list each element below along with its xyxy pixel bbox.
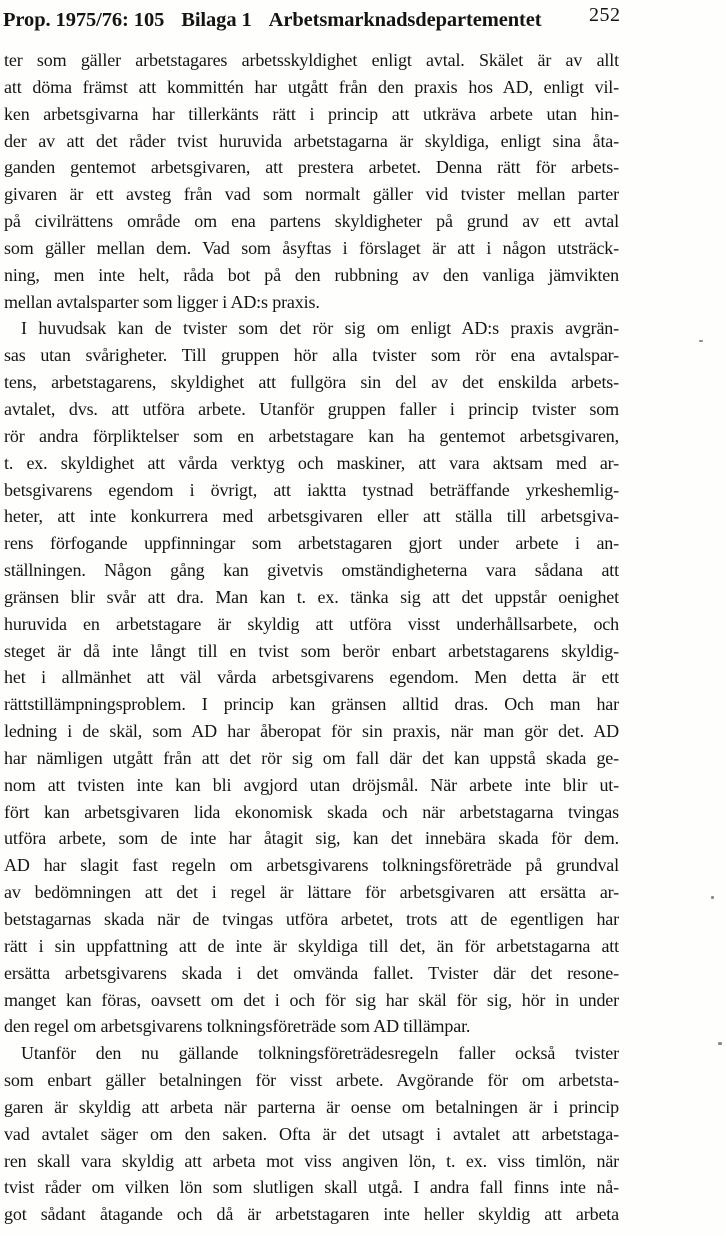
page-header (3, 9, 542, 32)
text-line: ter som gäller arbetstagares arbetsskyldighet enligt avtal. Skälet är av allt (4, 50, 619, 70)
text-line: av bedömningen att det i regel är lättare för arbetsgivaren att ersätta ar- (4, 882, 619, 903)
text-line: t. ex. skyldighet att vårda verktyg och maskiner, att vara aktsam med ar- (4, 452, 619, 473)
text-line: heter, att inte konkurrera med arbetsgivaren eller att ställa till arbetsgiva- (4, 506, 619, 527)
text-line: rätt i sin uppfattning att de inte är skyldiga till det, än för arbetstagarna att (4, 935, 619, 956)
text-line: ersätta arbetsgivarens skada i det omvända fallet. Tvister där det resone- (4, 962, 619, 983)
text-line: het i allmänhet att väl vårda arbetsgivarens egendom. Men detta är ett (4, 667, 619, 688)
text-line: ning, men inte helt, råda bot på den rubbning av den vanliga jämvikten (4, 264, 619, 285)
paragraph (4, 1043, 619, 1231)
text-line: huruvida en arbetstagare är skyldig att utföra visst underhållsarbete, och (4, 613, 619, 634)
document-body (4, 50, 619, 1231)
text-line: att döma främst att kommittén har utgått från den praxis hos AD, enligt vil- (4, 76, 619, 97)
text-line: garen är skyldig att arbeta när parterna är oense om betalningen är i princip (4, 1096, 619, 1117)
text-line: givaren är ett avsteg från vad som normalt gäller vid tvister mellan parter (4, 184, 619, 205)
text-line: ken arbetsgivarna har tillerkänts rätt i princip att utkräva arbete utan hin- (4, 103, 619, 124)
paragraph (4, 318, 619, 1043)
text-line: rättstillämpningsproblem. I princip kan gränsen alltid dras. Och man har (4, 694, 619, 715)
text-line: som gäller mellan dem. Vad som åsyftas i förslaget är att i någon utsträck- (4, 237, 619, 258)
text-line: nom att tvisten inte kan bli avgjord utan dröjsmål. När arbete inte blir ut- (4, 774, 619, 795)
scan-speck (699, 340, 703, 342)
text-line: utföra arbete, som de inte har åtagit sig, kan det innebära skada för dem. (4, 828, 619, 849)
text-line: der av att det råder tvist huruvida arbetstagarna är skyldiga, enligt sina åta- (4, 130, 619, 151)
text-line: ganden gentemot arbetsgivaren, att prestera arbetet. Denna rätt för arbets- (4, 157, 619, 178)
text-line: steget är då inte långt till en tvist som berör enbart arbetstagarens skyldig- (4, 640, 619, 661)
text-line: manget kan föras, oavsett om det i och för sig har skäl för sig, hör in under (4, 989, 619, 1010)
text-line: ställningen. Någon gång kan givetvis omständigheterna vara sådana att (4, 560, 619, 581)
text-line: I huvudsak kan de tvister som det rör sig om enligt AD:s praxis avgrän- (21, 318, 619, 339)
text-line: betstagarnas skada när de tvingas utföra arbetet, trots att de egentligen har (4, 909, 619, 929)
doc-attachment-label: Bilaga 1 (181, 9, 252, 31)
doc-department-label: Arbetsmarknadsdepartementet (268, 9, 542, 31)
text-line: ledning i de skäl, som AD har åberopat för sin praxis, när man gör det. AD (4, 721, 619, 742)
text-line: sas utan svårigheter. Till gruppen hör alla tvister som rör ena avtalspar- (4, 345, 619, 366)
text-line: betsgivarens egendom i övrigt, att iaktta tystnad beträffande yrkeshemlig- (4, 479, 619, 500)
text-line: rens förfogande uppfinningar som arbetstagaren gjort under arbete i an- (4, 533, 619, 554)
text-line: har nämligen utgått från att det rör sig om fall där det kan uppstå skada ge- (4, 747, 619, 768)
text-line: ren skall vara skyldig att arbeta mot viss angiven lön, t. ex. viss timlön, när (4, 1150, 619, 1171)
text-line: på civilrättens område om ena partens skyldigheter på grund av ett avtal (4, 211, 619, 232)
paragraph (4, 50, 619, 318)
scan-speck (711, 896, 714, 899)
text-line: Utanför den nu gällande tolkningsföreträdesregeln faller också tvister (21, 1043, 619, 1064)
text-line: avtalet, dvs. att utföra arbete. Utanför gruppen faller i princip tvister som (4, 398, 619, 419)
text-line: vad avtalet säger om den saken. Ofta är det utsagt i avtalet att arbetstaga- (4, 1123, 619, 1144)
text-line: AD har slagit fast regeln om arbetsgivarens tolkningsföreträde på grundval (4, 855, 619, 876)
text-line: gränsen blir svår att dra. Man kan t. ex. tänka sig att det uppstår oenighet (4, 586, 619, 607)
page-number: 252 (589, 4, 621, 26)
text-line: som enbart gäller betalningen för visst arbete. Avgörande för om arbetsta- (4, 1070, 619, 1091)
text-line: rör andra förpliktelser som en arbetstagare kan ha gentemot arbetsgivaren, (4, 425, 619, 446)
doc-id: Prop. 1975/76: 105 (3, 9, 165, 31)
text-line: tens, arbetstagarens, skyldighet att fullgöra sin del av det enskilda arbets- (4, 372, 619, 393)
text-line: got sådant åtagande och då är arbetstagaren inte heller skyldig att arbeta (4, 1204, 619, 1225)
scan-speck (718, 1042, 722, 1045)
text-line: tvist råder om vilken lön som slutligen skall utgå. I andra fall finns inte nå- (4, 1177, 619, 1198)
text-line: mellan avtalsparter som ligger i AD:s praxis. (4, 291, 320, 312)
text-line: den regel om arbetsgivarens tolkningsföreträde som AD tillämpar. (4, 1016, 471, 1037)
text-line: fört kan arbetsgivaren lida ekonomisk skada och när arbetstagarna tvingas (4, 801, 619, 822)
